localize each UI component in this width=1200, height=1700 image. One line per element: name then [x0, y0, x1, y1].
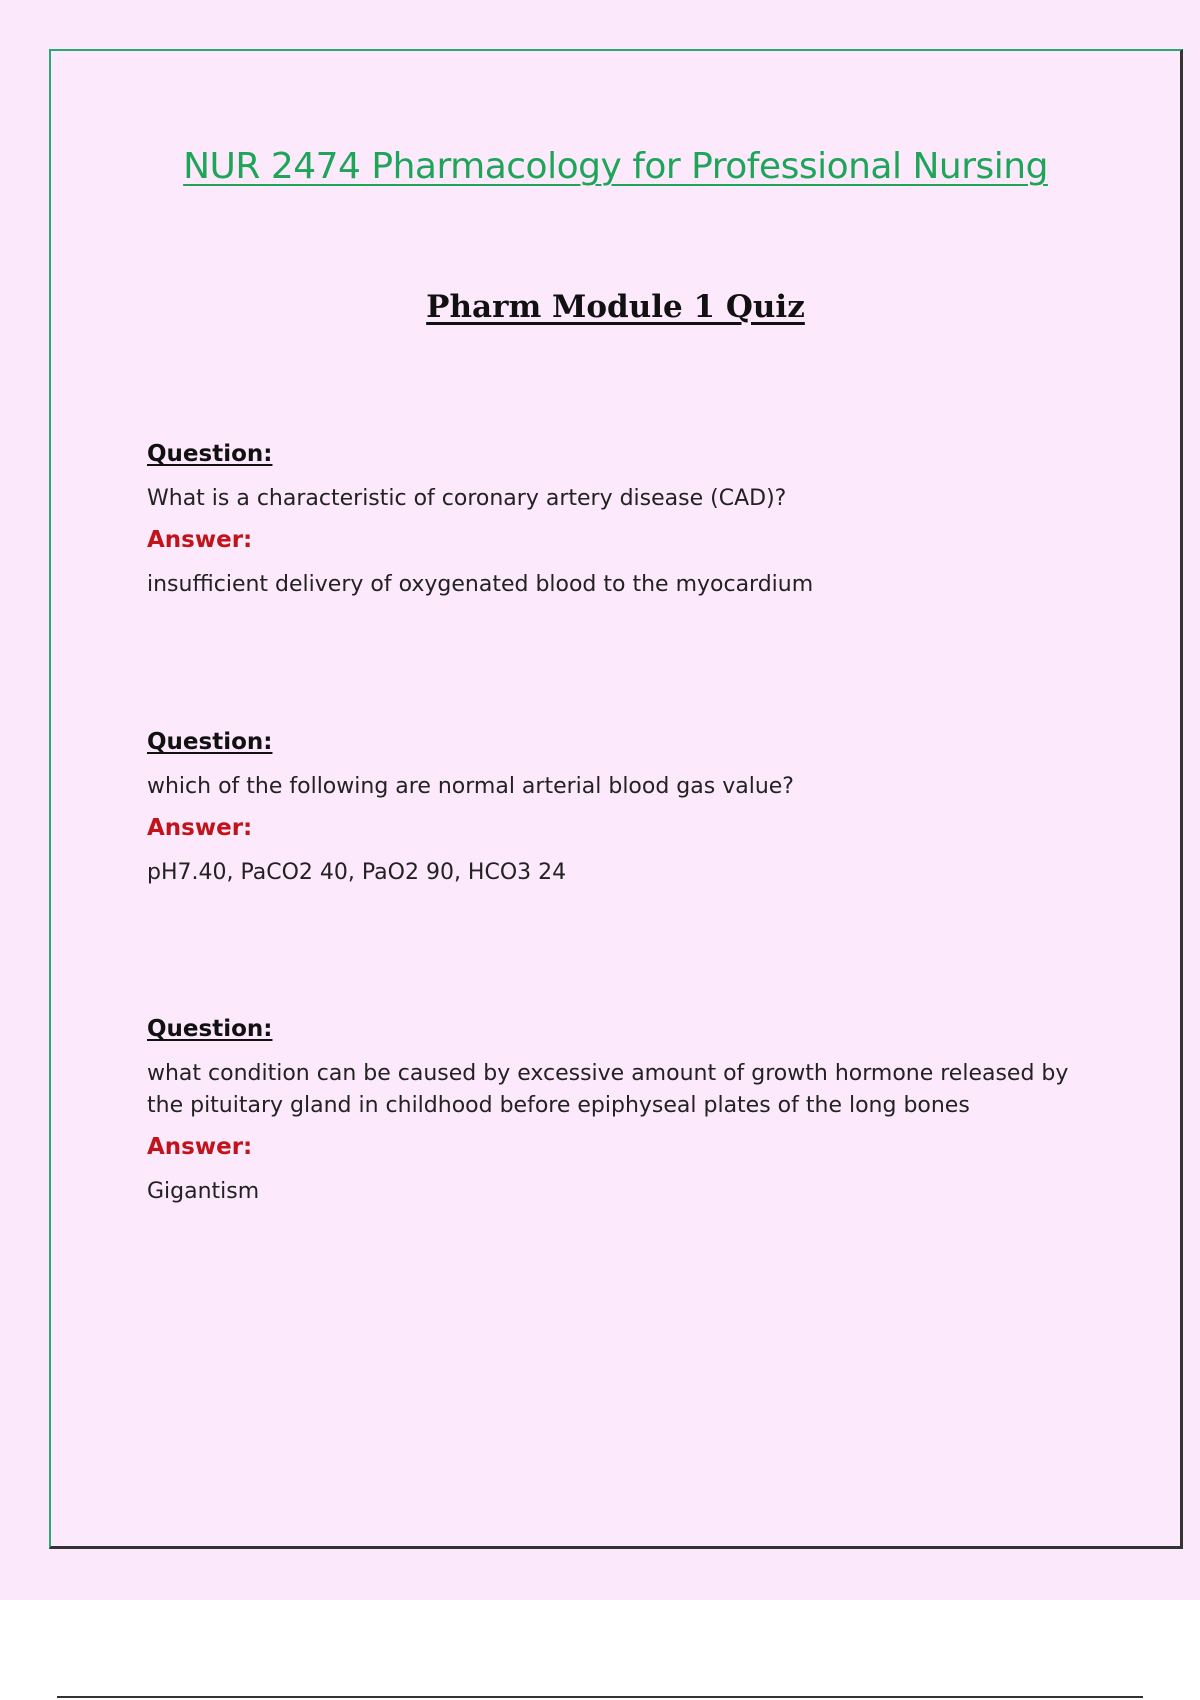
quiz-title: Pharm Module 1 Quiz: [426, 289, 805, 325]
qa-item: [147, 441, 1097, 601]
question-label: Question:: [147, 441, 273, 467]
question-label: Question:: [147, 729, 273, 755]
document-frame: [49, 49, 1183, 1549]
answer-label: Answer:: [147, 527, 253, 553]
question-text: which of the following are normal arterial blood gas value?: [147, 774, 794, 799]
qa-item: [147, 1016, 1097, 1208]
question-text: what condition can be caused by excessive amount of growth hormone released by the pituitary gland in childhood before epiphyseal plates of the long bones: [147, 1061, 1069, 1118]
course-title: NUR 2474 Pharmacology for Professional Nursing: [183, 146, 1048, 187]
answer-text: Gigantism: [147, 1179, 260, 1204]
question-text: What is a characteristic of coronary artery disease (CAD)?: [147, 486, 787, 511]
qa-item: [147, 729, 1097, 889]
question-label: Question:: [147, 1016, 273, 1042]
answer-text: insufficient delivery of oxygenated blood to the myocardium: [147, 572, 814, 597]
footer-divider: [57, 1696, 1143, 1698]
answer-text: pH7.40, PaCO2 40, PaO2 90, HCO3 24: [147, 860, 567, 885]
answer-label: Answer:: [147, 815, 253, 841]
answer-label: Answer:: [147, 1134, 253, 1160]
